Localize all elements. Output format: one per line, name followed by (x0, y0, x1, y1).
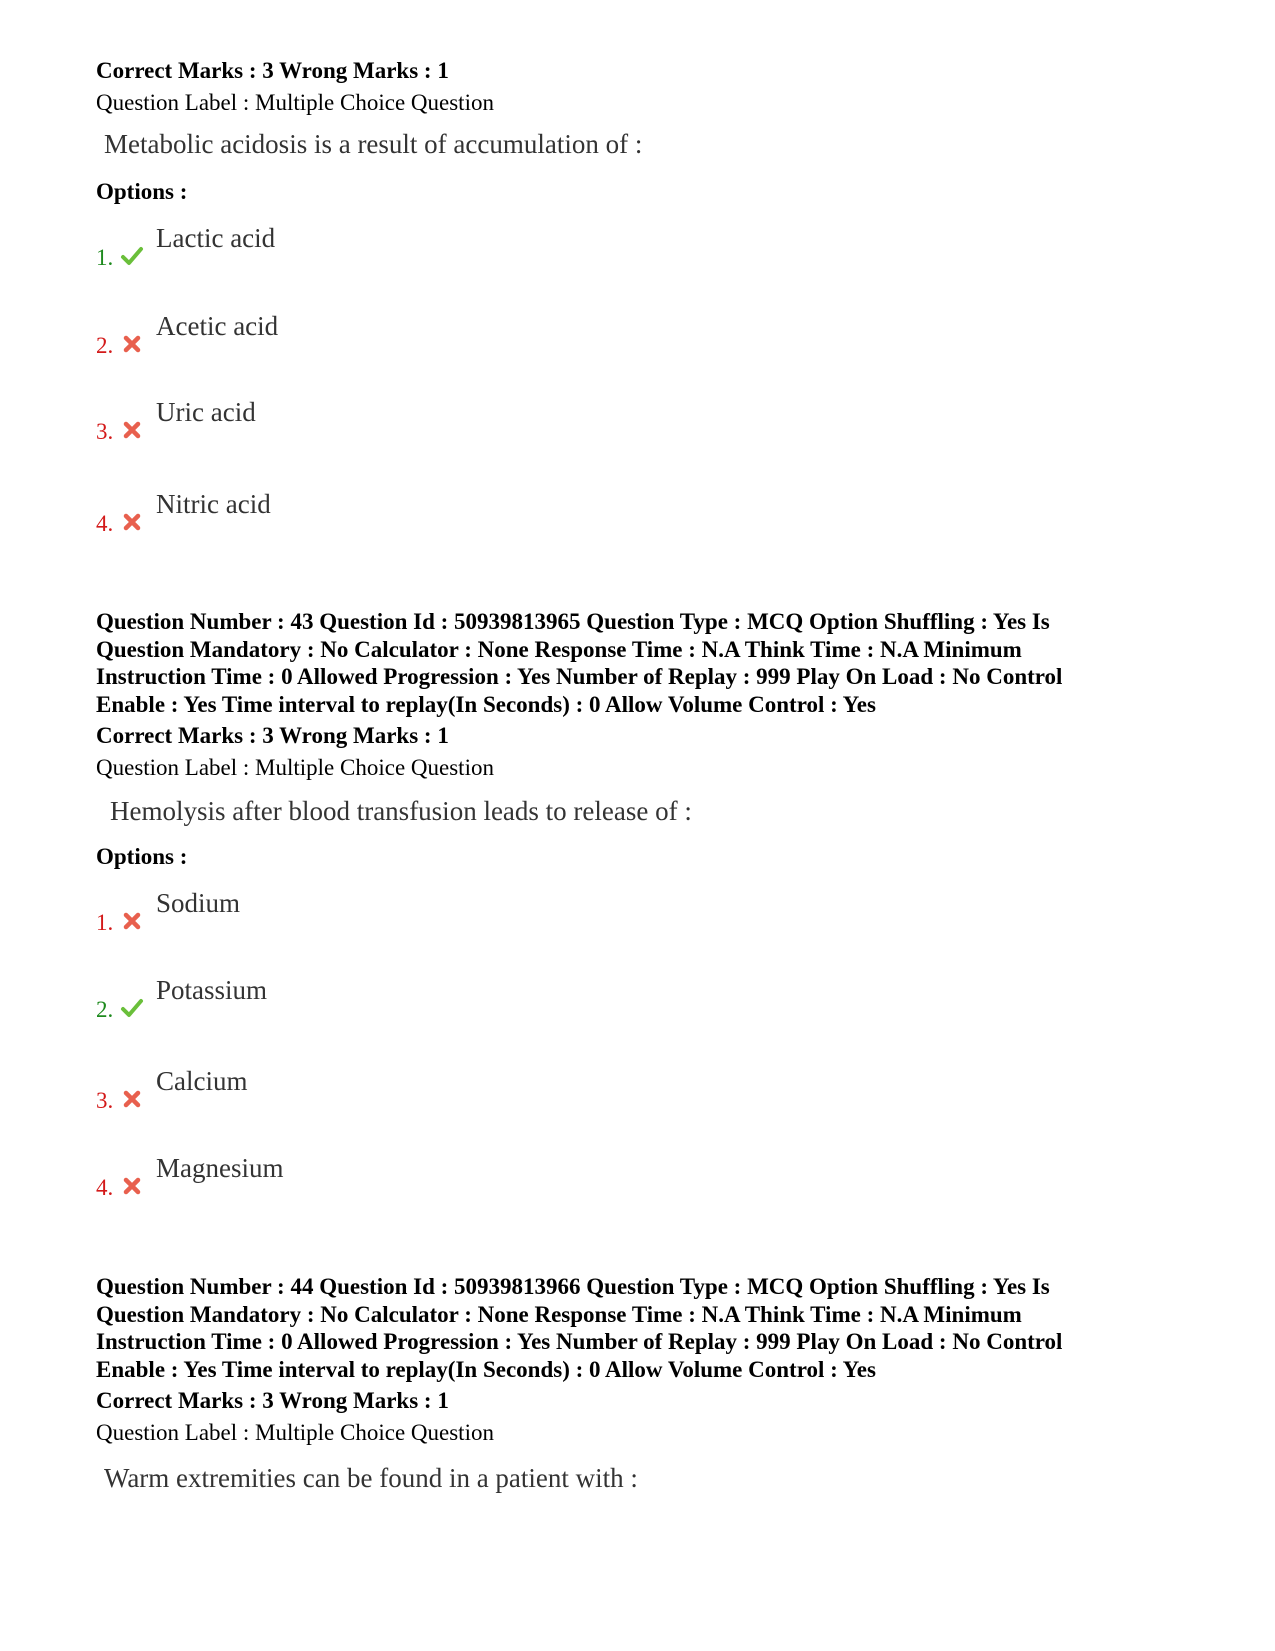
metadata-line: Question Mandatory : No Calculator : None Response Time : N.A Think Time : N.A Minimum (96, 1301, 1022, 1327)
option-text: Lactic acid (156, 223, 276, 253)
option-number: 3. (96, 1088, 114, 1113)
cross-icon (120, 1087, 144, 1111)
option-text: Uric acid (156, 397, 256, 427)
q44-marks: Correct Marks : 3 Wrong Marks : 1 (96, 1388, 449, 1413)
q42-label: Question Label : Multiple Choice Question (96, 90, 494, 115)
q44-label: Question Label : Multiple Choice Question (96, 1420, 494, 1445)
q43-metadata (96, 608, 1216, 718)
option-number: 1. (96, 910, 114, 935)
option-text: Nitric acid (156, 489, 271, 519)
checkmark-icon (120, 996, 144, 1020)
cross-icon (120, 909, 144, 933)
cross-icon (120, 1174, 144, 1198)
option-text: Calcium (156, 1066, 248, 1096)
option-number: 3. (96, 419, 114, 444)
q44-question-text: Warm extremities can be found in a patient with : (104, 1463, 638, 1493)
q42-marks: Correct Marks : 3 Wrong Marks : 1 (96, 58, 449, 83)
metadata-line: Instruction Time : 0 Allowed Progression : Yes Number of Replay : 999 Play On Load : No Control (96, 1329, 1063, 1354)
metadata-line: Question Mandatory : No Calculator : None Response Time : N.A Think Time : N.A Minimum (96, 636, 1022, 662)
checkmark-icon (120, 244, 144, 268)
q43-marks: Correct Marks : 3 Wrong Marks : 1 (96, 723, 449, 748)
q43-question-text: Hemolysis after blood transfusion leads to release of : (110, 796, 692, 826)
q43-label: Question Label : Multiple Choice Question (96, 755, 494, 780)
metadata-line: Question Number : 44 Question Id : 50939813966 Question Type : MCQ Option Shuffling : Yes Is (96, 1274, 1050, 1299)
option-text: Potassium (156, 975, 268, 1005)
q44-metadata (96, 1273, 1216, 1383)
option-text: Sodium (156, 888, 241, 918)
cross-icon (120, 418, 144, 442)
metadata-line: Instruction Time : 0 Allowed Progression : Yes Number of Replay : 999 Play On Load : No Control (96, 664, 1063, 689)
option-number: 2. (96, 997, 114, 1022)
option-number: 2. (96, 333, 114, 358)
metadata-line: Enable : Yes Time interval to replay(In Seconds) : 0 Allow Volume Control : Yes (96, 1356, 876, 1382)
option-text: Magnesium (156, 1153, 284, 1183)
metadata-line: Enable : Yes Time interval to replay(In Seconds) : 0 Allow Volume Control : Yes (96, 691, 876, 717)
cross-icon (120, 510, 144, 534)
q43-options-heading: Options : (96, 844, 188, 869)
q42-question-text: Metabolic acidosis is a result of accumulation of : (104, 129, 643, 159)
metadata-line: Question Number : 43 Question Id : 50939813965 Question Type : MCQ Option Shuffling : Yes Is (96, 609, 1050, 634)
option-number: 4. (96, 1175, 114, 1200)
q42-options-heading: Options : (96, 179, 188, 204)
option-number: 1. (96, 245, 114, 270)
option-number: 4. (96, 511, 114, 536)
option-text: Acetic acid (156, 311, 279, 341)
cross-icon (120, 332, 144, 356)
